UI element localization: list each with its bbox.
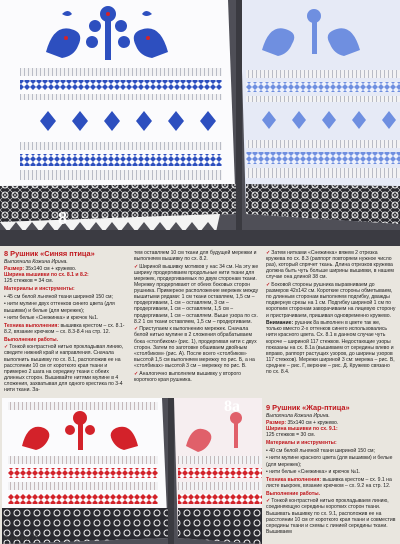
towel1-title: 8 Рушник «Синяя птица»	[4, 249, 95, 258]
page-footer: Вышивка 77	[4, 536, 39, 542]
width-label: Ширина вышивки по сх. 9.1:	[266, 426, 338, 433]
paragraph: ✓Приступаем к выполнению мережек. Сначала белой нитью мулине в 2 сложения обрабатываем бока «столбиком» (рис. 1), продергивая нити с двух сторон. Затем по заготовке обшиваем двойным «столбиком» (рис. А). После всего «столбиков» высотой 1,5 см выполняем мережку по рис. Б, а на «столбиках» высотой 3 см – мережку по рис. В.	[134, 326, 257, 369]
photo-number-badge: 8	[58, 208, 67, 228]
technique-text: вышивка крестом – сх. 9.1 на листе выкроек, вязание крючком – сх. 9.2 на стр. 12.	[266, 476, 392, 489]
technique-label: Техника выполнения:	[4, 322, 60, 329]
photo-towel-red-8a	[2, 398, 262, 544]
material-item: • нити белые «Снежинка» и крючок №1.	[4, 315, 99, 322]
technique-text: вышивка крестом – сх. 8.1-8.2, вязание крючком – сх. 8.3-8.4 на стр. 12.	[4, 322, 125, 335]
paragraph: ✓Тонкой контрастной нитью прокладывая линию, сведите нижний край и направления. Сначала выполнить вышивку по сх. 8.1, расположив ее на расстоянии 10 см от короткого края ткани и примерно 2 шага на середину ткани с обеих длинных сторон. Вышивайте нитями мулине в 4 сложения, захватывая для одного крестика по 3-4 нити ткани. За-	[4, 344, 124, 394]
technique-label: Техника выполнения:	[266, 476, 322, 483]
width-value: 125 стежков = 30 см.	[266, 432, 316, 439]
material-item: • 40 см белой льняной ткани шириной 150 см;	[266, 447, 375, 454]
column-towel2	[266, 404, 396, 537]
material-item: • 45 см белой льняной ткани шириной 150 см;	[4, 293, 113, 300]
column-3	[266, 250, 396, 377]
towel2-author: Выполнила Кожина Ирина.	[266, 412, 330, 419]
towel-red-illustration	[2, 398, 262, 544]
size-label: Размер:	[266, 420, 287, 427]
paragraph: ✓Шириной вышивку мотивов у нас 34 см. На эту же ширину продергиваем продольные нити ткани для мережек, продергиваемых по двум сторонам ткани. Мережку продергивают от обеих боковых сторон рушника. Примерное расположение мережек между вышитыми рядами: 1 см ткани оставляем, 1,5 см – продергиваем, 1 см – оставляем, 3 см – продергиваем, 1 см – оставляем, 1,5 см – продергиваем, 1 см – оставляем. Выше узора по сх. 8.2 1 см ткани оставляем, 1,5 см – продергиваем.	[134, 263, 259, 325]
materials-label: Материалы и инструменты:	[4, 286, 75, 293]
work-label: Выполнение работы.	[4, 336, 59, 343]
material-item: • нити белые «Снежинка» и крючок №1.	[266, 469, 361, 476]
column-2	[134, 250, 260, 384]
paragraph: ✓Затем нитками «Снежинка» вяжем 2 отрезка кружева по сх. 8.3 (раппорт повторяем нужное число раз), который спрячет ткань. Длина отрезков кружева должна быть чуть больше ширины вышивки, в нашем случае она длиной 38 см.	[266, 250, 394, 281]
paragraph: ✓Тонкой контрастной нитью прокладываем линию, соединяющую середины коротких сторон ткани. Вышивать вышивку по сх. 9.1, расположив ее на расстоянии 10 см от короткого края ткани и совместив середины ткани и схемы с линией середины ткани. Вышиваем	[266, 498, 396, 535]
paragraph: тем оставляем 10 см ткани для будущей мережки и выполняем вышивку по сх. 8.2.	[134, 250, 257, 263]
paragraph: ✓Боковой стороны рушника выравниваем до размеров 42х142 см. Короткие стороны обметываем, по длинным сторонам выполняем подгибку, дважды подвернув срезы на 1 см. Подгибку шириной 1 см по коротким сторонам заворачиваем на лицевую сторону и пристрачиваем, пришивая одновременно кружево.	[266, 282, 396, 319]
size-value: 35х140 см + кружево.	[287, 420, 339, 427]
photo-number-badge: 8а	[224, 398, 240, 415]
column-1	[4, 250, 128, 395]
paragraph: ✓Аналогично выполняем вышивку у второго короткого края рушника.	[134, 370, 241, 383]
work-label: Выполнение работы.	[266, 490, 321, 497]
material-item: • нити мулине красного цвета (для вышивки) и белые (для мережек);	[266, 455, 393, 468]
materials-label: Материалы и инструменты:	[266, 440, 337, 447]
size-value: 35х140 см + кружево.	[25, 266, 77, 273]
width-value: 125 стежков = 34 см.	[4, 278, 54, 285]
material-item: • нити мулине двух оттенков синего цвета (для вышивки) и белые (для мережек);	[4, 301, 115, 314]
size-label: Размер:	[4, 266, 25, 273]
attention-note: Внимание: рушник 8а выполнен в цвете так же, только вместо 2-х оттенков синего использовались нити красного цвета. Сх. 8.1 в данном случае чуть короче – шириной 117 стежков. Недостающие узоры показаны на сх. 8.1а (вышиваем от середины влево и вправо, раппорт растущих узоров, до ширины узоров 117 стежков). Мережи шириной 3 см: мережа – рис. В, среднее – рис. Г, верхние – рис. Д. Кружево связано по сх. 8.4.	[266, 320, 395, 375]
photo-towel-blue-bird	[0, 0, 400, 246]
towel2-title: 9 Рушник «Жар-птица»	[266, 403, 350, 412]
width-label: Ширина вышивки по сх. 8.1 и 8.2:	[4, 272, 89, 279]
towel1-author: Выполнила Кожина Ирина.	[4, 258, 68, 265]
